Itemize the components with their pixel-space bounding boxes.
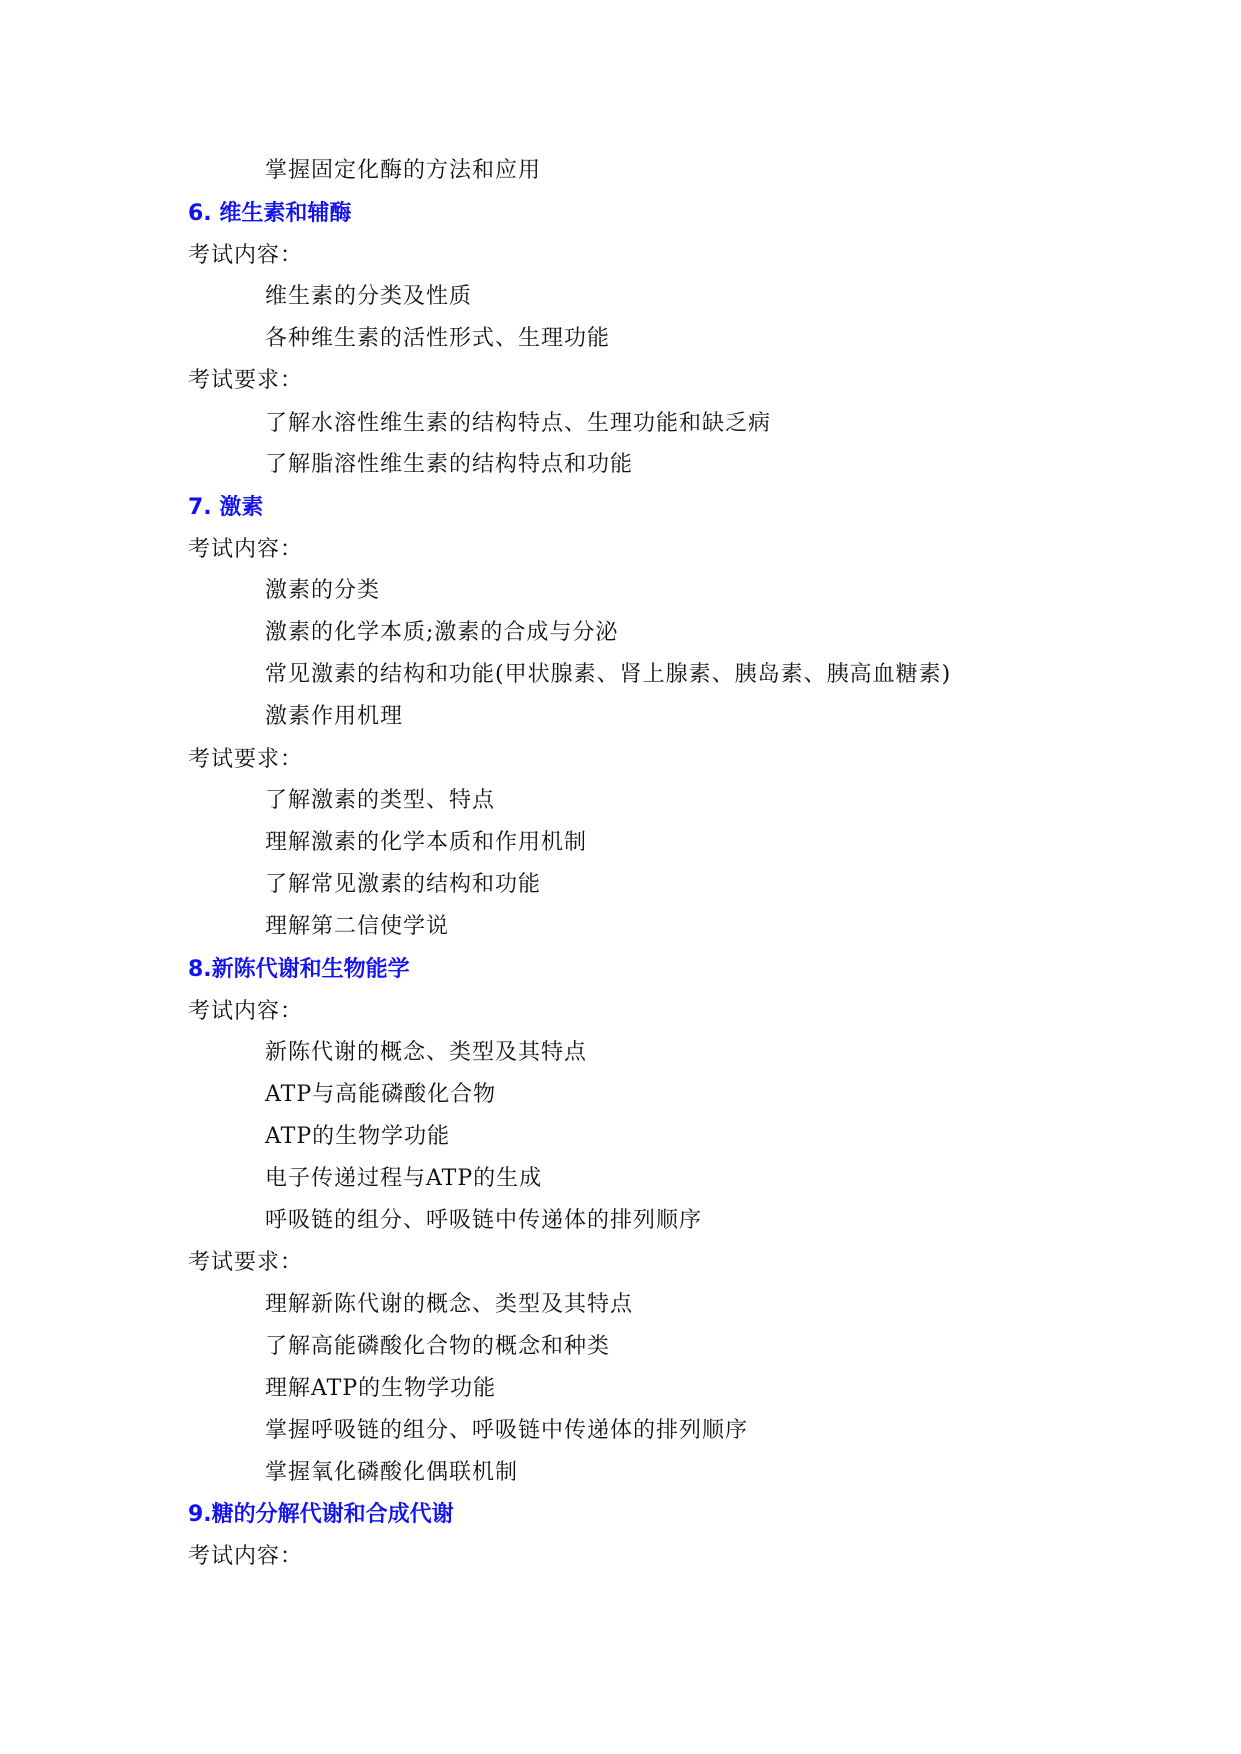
item-line: ATP与高能磷酸化合物 [265, 1082, 497, 1107]
item-line: 了解高能磷酸化合物的概念和种类 [265, 1334, 611, 1359]
item-line: 了解水溶性维生素的结构特点、生理功能和缺乏病 [265, 411, 772, 436]
exam-requirement-label: 考试要求： [188, 747, 304, 772]
item-line: 掌握呼吸链的组分、呼吸链中传递体的排列顺序 [265, 1418, 749, 1443]
section-heading-hormones: 7. 激素 [188, 495, 264, 520]
item-line: 各种维生素的活性形式、生理功能 [265, 326, 611, 351]
item-line: 了解常见激素的结构和功能 [265, 872, 542, 897]
item-line: 理解ATP的生物学功能 [265, 1376, 497, 1401]
item-line: 理解激素的化学本质和作用机制 [265, 830, 588, 855]
item-line: 激素的化学本质;激素的合成与分泌 [265, 620, 619, 645]
exam-requirement-label: 考试要求： [188, 1250, 304, 1275]
item-line: ATP的生物学功能 [265, 1124, 451, 1149]
item-line: 常见激素的结构和功能(甲状腺素、肾上腺素、胰岛素、胰高血糖素) [265, 662, 952, 687]
item-line: 新陈代谢的概念、类型及其特点 [265, 1040, 588, 1065]
item-line: 维生素的分类及性质 [265, 284, 473, 309]
item-line: 了解脂溶性维生素的结构特点和功能 [265, 452, 634, 477]
section-heading-metabolism: 8.新陈代谢和生物能学 [188, 957, 410, 982]
item-line: 激素作用机理 [265, 704, 404, 729]
exam-content-label: 考试内容： [188, 999, 304, 1024]
item-line: 了解激素的类型、特点 [265, 788, 496, 813]
item-line: 电子传递过程与ATP的生成 [265, 1166, 543, 1191]
section-heading-sugar-metabolism: 9.糖的分解代谢和合成代谢 [188, 1502, 454, 1527]
exam-content-label: 考试内容： [188, 537, 304, 562]
exam-content-label: 考试内容： [188, 1544, 304, 1569]
item-line: 理解新陈代谢的概念、类型及其特点 [265, 1292, 634, 1317]
item-line: 掌握氧化磷酸化偶联机制 [265, 1460, 519, 1485]
item-line: 理解第二信使学说 [265, 914, 450, 939]
section-heading-vitamins: 6. 维生素和辅酶 [188, 201, 352, 226]
exam-requirement-label: 考试要求： [188, 368, 304, 393]
item-line: 掌握固定化酶的方法和应用 [265, 158, 542, 183]
exam-content-label: 考试内容： [188, 243, 304, 268]
item-line: 呼吸链的组分、呼吸链中传递体的排列顺序 [265, 1208, 703, 1233]
item-line: 激素的分类 [265, 578, 381, 603]
